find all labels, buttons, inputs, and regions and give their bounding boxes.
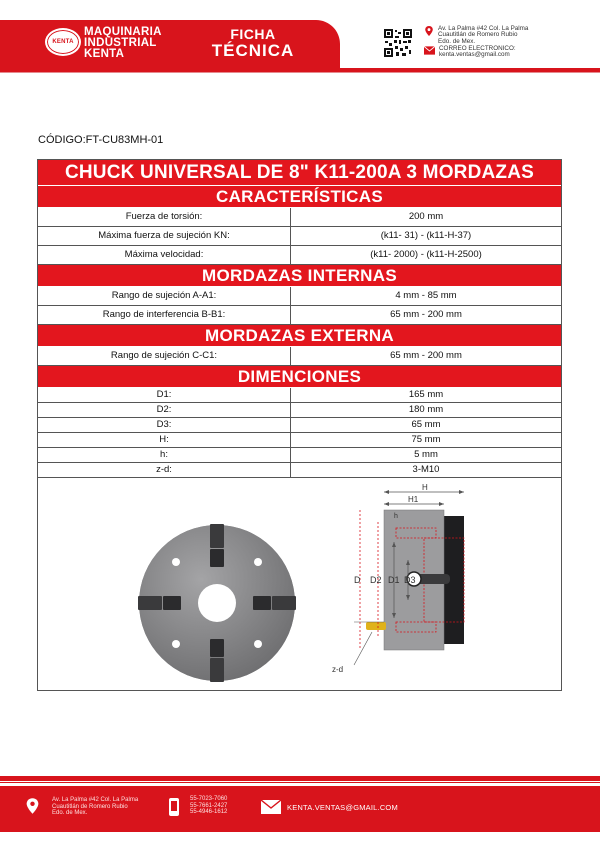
spec-value: 65 mm - 200 mm bbox=[390, 350, 462, 361]
section-mordazas-externa: MORDAZAS EXTERNA bbox=[38, 325, 561, 347]
dim-label: D3: bbox=[38, 418, 291, 432]
header-email-address[interactable]: kenta.ventas@gmail.com bbox=[439, 51, 510, 59]
spec-label: Fuerza de torsión: bbox=[38, 208, 291, 226]
label-zd: z-d bbox=[332, 665, 344, 674]
spec-value: 200 mm bbox=[408, 211, 444, 222]
dim-value: 75 mm bbox=[411, 434, 441, 445]
footer-bottom-margin bbox=[0, 832, 600, 849]
footer-address-line-2: Cuautitlán de Romero Rubio bbox=[52, 803, 128, 810]
table-row bbox=[38, 287, 561, 306]
header-address-line-1: Av. La Palma #42 Col. La Palma bbox=[438, 25, 529, 32]
spec-label: Máxima fuerza de sujeción KN: bbox=[38, 227, 291, 245]
chuck-diagram-panel bbox=[38, 478, 561, 690]
table-row bbox=[38, 208, 561, 227]
section-mordazas-internas: MORDAZAS INTERNAS bbox=[38, 265, 561, 287]
dim-label: H: bbox=[38, 433, 291, 447]
header-email bbox=[424, 46, 516, 59]
label-D: D bbox=[354, 575, 361, 585]
table-row bbox=[38, 347, 561, 366]
label-H: H bbox=[422, 483, 428, 492]
table-row bbox=[38, 403, 561, 418]
logo-text: KENTA bbox=[52, 39, 74, 45]
brand-name bbox=[84, 27, 162, 60]
dim-label: D1: bbox=[38, 388, 291, 402]
label-H1: H1 bbox=[408, 495, 419, 504]
footer-address-line-1: Av. La Palma #42 Col. La Palma bbox=[52, 797, 139, 803]
email-label: CORREO ELECTRONICO: bbox=[439, 45, 516, 52]
kenta-logo bbox=[45, 28, 81, 56]
label-h: h bbox=[394, 513, 398, 520]
spec-value: 65 mm - 200 mm bbox=[390, 309, 462, 320]
qr-code-icon bbox=[383, 28, 413, 58]
chuck-front-view bbox=[132, 518, 302, 688]
location-pin-icon bbox=[26, 798, 39, 814]
phone-2[interactable]: 55-7661-2427 bbox=[190, 802, 228, 809]
dim-value: 3-M10 bbox=[412, 464, 440, 475]
phone-3[interactable]: 55-4946-1612 bbox=[190, 809, 228, 815]
footer-phones bbox=[190, 796, 227, 816]
spec-label: Máxima velocidad: bbox=[38, 246, 291, 264]
chuck-side-view bbox=[314, 482, 474, 682]
table-row bbox=[38, 463, 561, 478]
spec-label: Rango de sujeción C-C1: bbox=[38, 347, 291, 365]
section-dimenciones: DIMENCIONES bbox=[38, 366, 561, 388]
dim-value: 180 mm bbox=[408, 404, 444, 415]
header-address-line-3: Edo. de Mex. bbox=[438, 37, 476, 45]
dim-value: 165 mm bbox=[408, 389, 444, 400]
section-caracteristicas: CARACTERÍSTICAS bbox=[38, 186, 561, 208]
dim-label: h: bbox=[38, 448, 291, 462]
page-header bbox=[0, 0, 600, 72]
spec-value: (k11- 31) - (k11-H-37) bbox=[380, 230, 472, 241]
footer-address bbox=[52, 797, 138, 817]
ficha-line-2: TÉCNICA bbox=[211, 41, 295, 60]
table-row bbox=[38, 433, 561, 448]
dim-label: z-d: bbox=[38, 463, 291, 477]
footer-address-line-3: Edo. de Mex. bbox=[52, 810, 88, 816]
label-D2: D2 bbox=[370, 575, 382, 585]
dim-value: 65 mm bbox=[411, 419, 441, 430]
label-D3: D3 bbox=[404, 575, 416, 585]
table-row bbox=[38, 448, 561, 463]
header-address-line-2: Cuautitlán de Romero Rubio bbox=[438, 31, 518, 39]
table-row bbox=[38, 306, 561, 325]
phone-icon bbox=[168, 798, 180, 816]
spec-label: Rango de sujeción A-A1: bbox=[38, 287, 291, 305]
dim-value: 5 mm bbox=[414, 449, 438, 460]
footer-email[interactable]: KENTA.VENTAS@GMAIL.COM bbox=[287, 803, 398, 812]
label-D1: D1 bbox=[388, 575, 400, 585]
ficha-tecnica-title bbox=[198, 26, 308, 60]
location-pin-icon bbox=[424, 26, 434, 36]
header-thin-rule bbox=[0, 72, 600, 73]
table-row bbox=[38, 227, 561, 246]
brand-line-2: INDUSTRIAL bbox=[84, 37, 157, 49]
ficha-line-1: FICHA bbox=[230, 26, 276, 42]
table-row bbox=[38, 388, 561, 403]
footer-red-rule bbox=[0, 776, 600, 781]
brand-line-1: MAQUINARIA bbox=[84, 26, 162, 38]
dim-label: D2: bbox=[38, 403, 291, 417]
envelope-icon bbox=[424, 46, 435, 55]
table-row bbox=[38, 418, 561, 433]
table-row bbox=[38, 246, 561, 265]
header-address bbox=[424, 26, 528, 45]
brand-line-3: KENTA bbox=[84, 48, 125, 60]
spec-label: Rango de interferencia B-B1: bbox=[38, 306, 291, 324]
page-footer bbox=[0, 786, 600, 832]
spec-table bbox=[37, 159, 562, 691]
footer-thin-rule bbox=[0, 782, 600, 783]
spec-value: (k11- 2000) - (k11-H-2500) bbox=[370, 249, 482, 260]
phone-1[interactable]: 55-7023-7060 bbox=[190, 796, 228, 802]
document-code: CÓDIGO:FT-CU83MH-01 bbox=[38, 134, 164, 146]
envelope-icon bbox=[261, 800, 281, 814]
product-title: CHUCK UNIVERSAL DE 8" K11-200A 3 MORDAZAS bbox=[38, 160, 561, 186]
spec-value: 4 mm - 85 mm bbox=[395, 290, 457, 301]
